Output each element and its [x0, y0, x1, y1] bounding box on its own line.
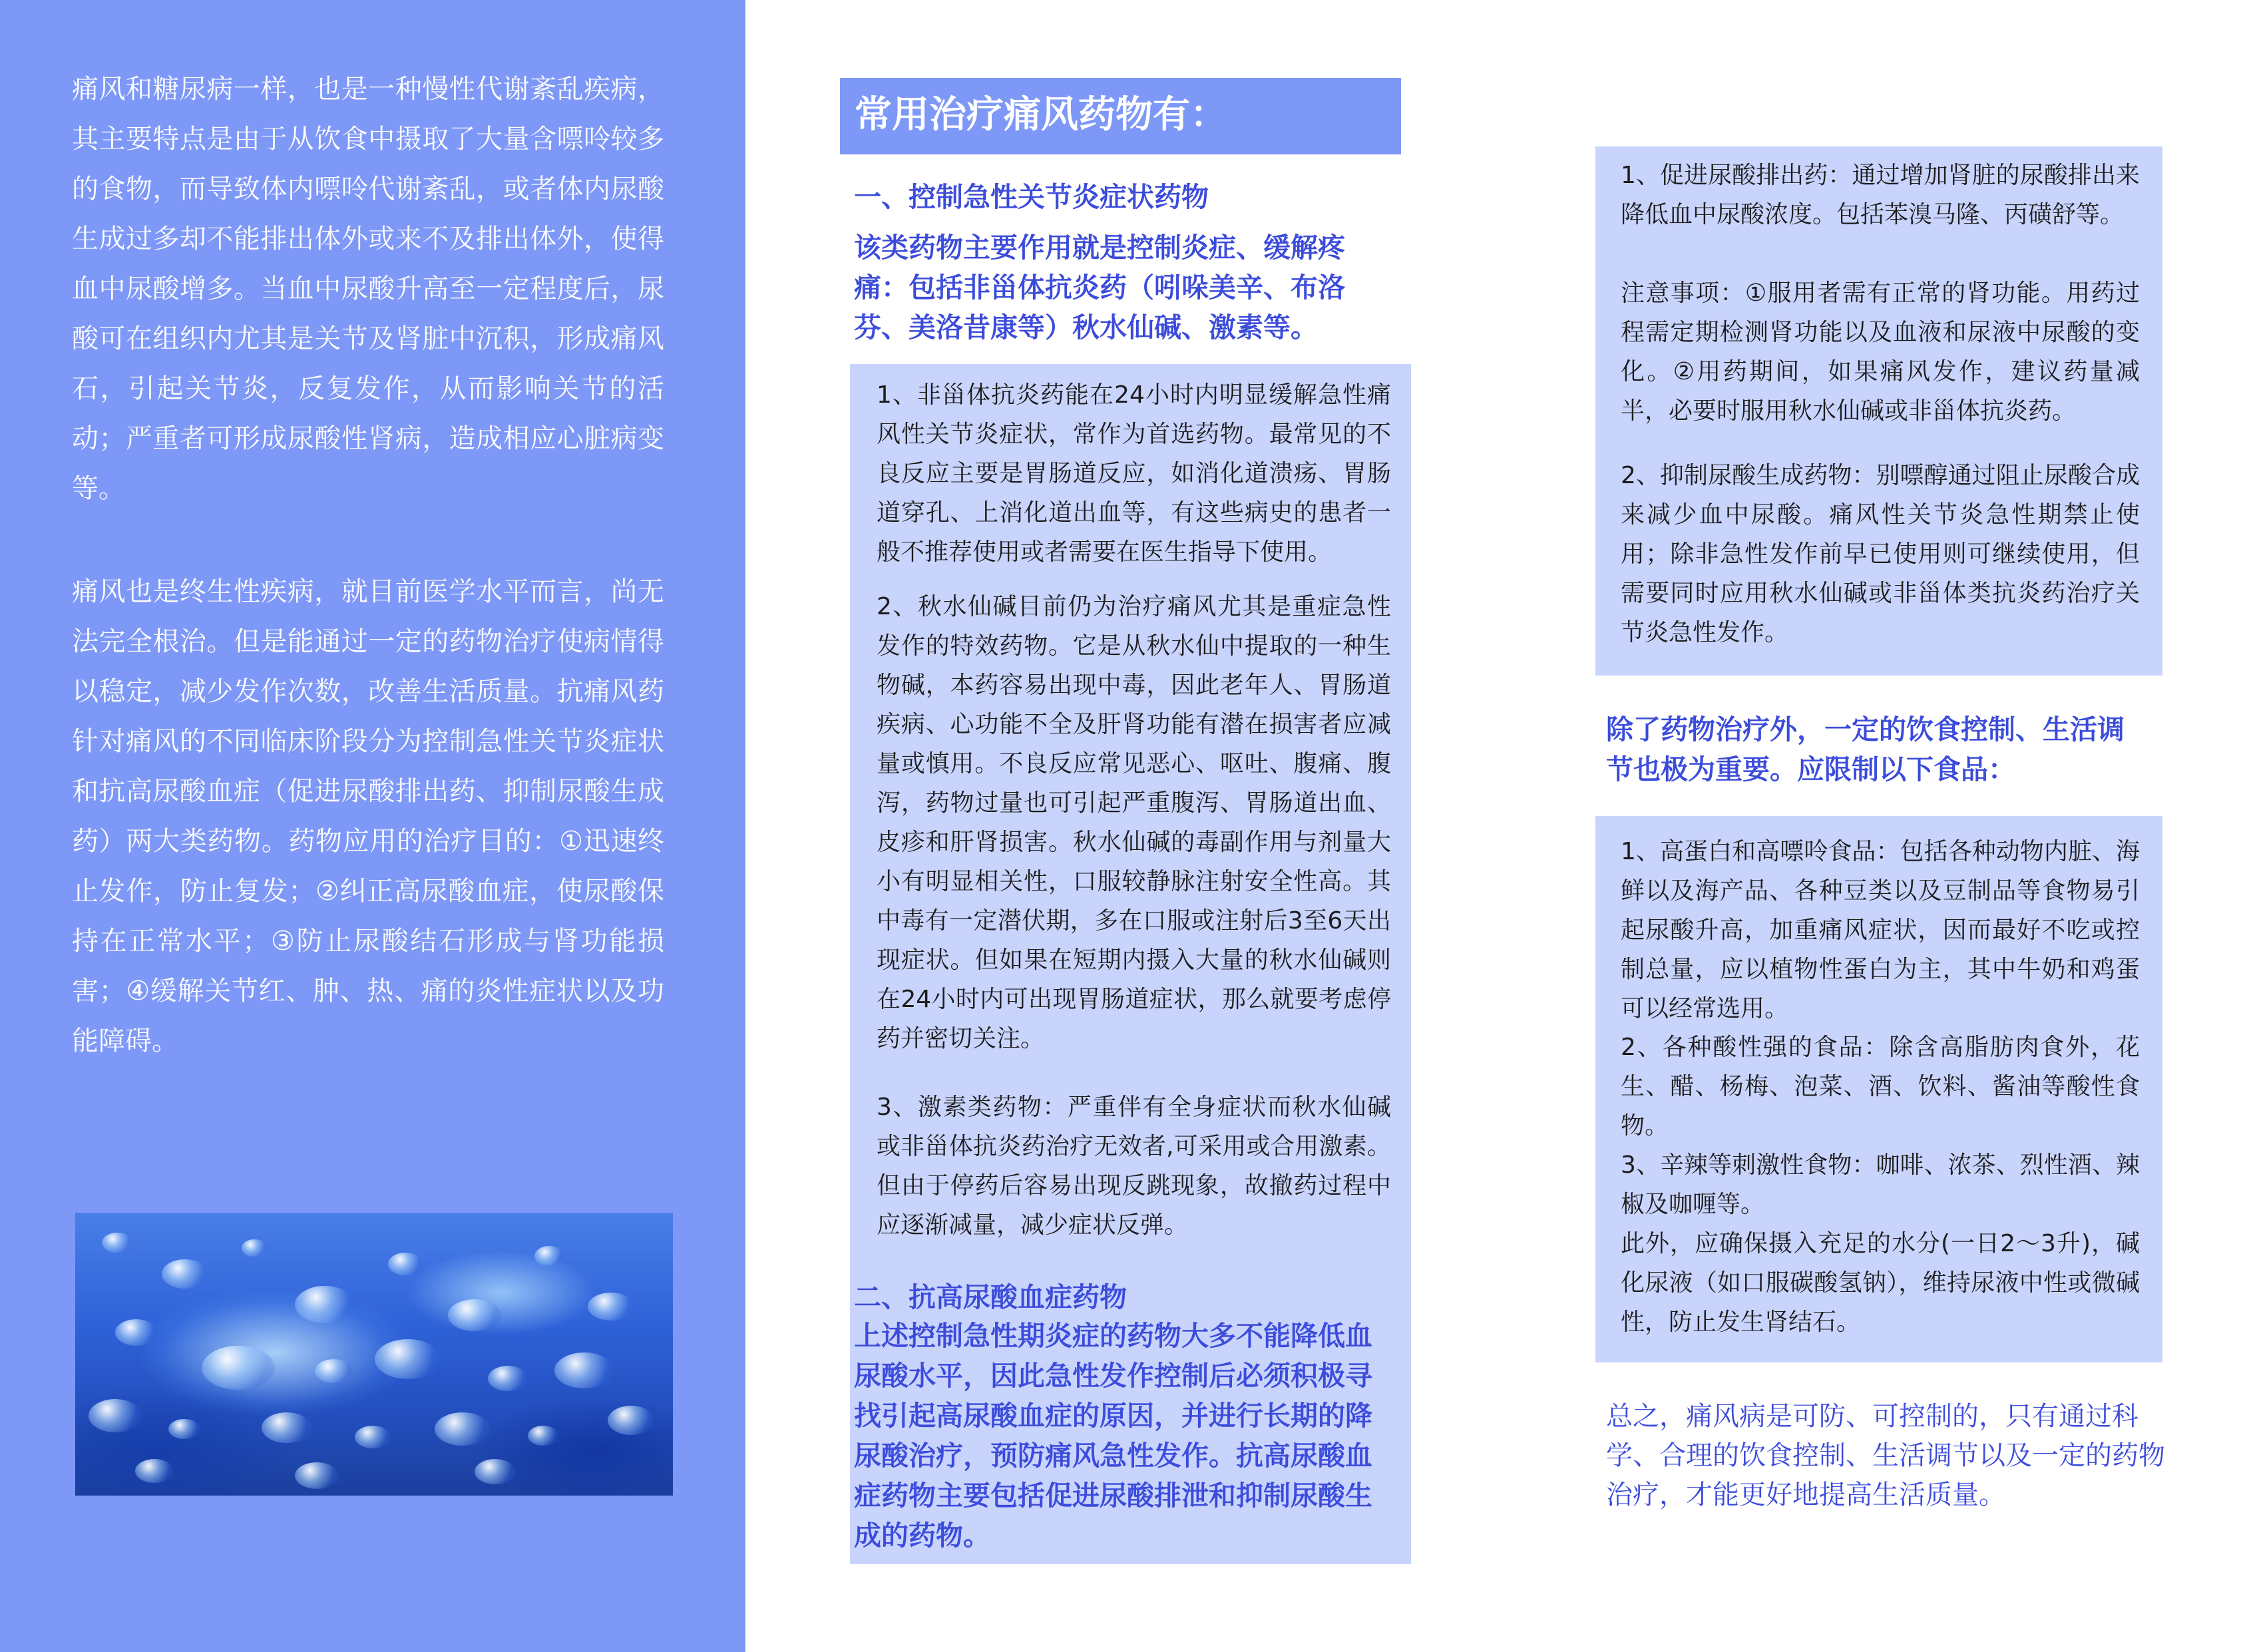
box-item-precautions: 注意事项：①服用者需有正常的肾功能。用药过程需定期检测肾功能以及血液和尿液中尿酸的变化。②用药期间，如果痛风发作，建议药量减半，必要时服用秋水仙碱或非甾体抗炎药。	[1621, 280, 2140, 425]
section1-intro: 该类药物主要作用就是控制炎症、缓解疼痛：包括非甾体抗炎药（吲哚美辛、布洛芬、美洛昔康等）秋水仙碱、激素等。	[854, 232, 1345, 343]
nsaid-colchicine-box	[850, 364, 1411, 1564]
diet-heading: 除了药物治疗外，一定的饮食控制、生活调节也极为重要。应限制以下食品：	[1606, 714, 2125, 785]
section2-text: 上述控制急性期炎症的药物大多不能降低血尿酸水平，因此急性发作控制后必须积极寻找引起高尿酸血症的原因，并进行长期的降尿酸治疗，预防痛风急性发作。抗高尿酸血症药物主要包括促进尿酸排泄和抑制尿酸生成的药物。	[854, 1320, 1372, 1551]
box-item-steroids: 3、激素类药物：严重伴有全身症状而秋水仙碱或非甾体抗炎药治疗无效者,可采用或合用激素。但由于停药后容易出现反跳现象，故撤药过程中应逐渐减量，减少症状反弹。	[877, 1094, 1391, 1239]
intro-paragraph: 痛风和糖尿病一样，也是一种慢性代谢紊乱疾病，其主要特点是由于从饮食中摄取了大量含嘌呤较多的食物，而导致体内嘌呤代谢紊乱，或者体内尿酸生成过多却不能排出体外或来不及排出体外，使得血中尿酸增多。当血中尿酸升高至一定程度后，尿酸可在组织内尤其是关节及肾脏中沉积，形成痛风石，引起关节炎，反复发作，从而影响关节的活动；严重者可形成尿酸性肾病，造成相应心脏病变等。	[72, 74, 664, 504]
section1-heading: 一、控制急性关节炎症状药物	[854, 181, 1209, 213]
box-item-uricosuric: 1、促进尿酸排出药：通过增加肾脏的尿酸排出来降低血中尿酸浓度。包括苯溴马隆、丙磺舒等。	[1621, 162, 2140, 228]
diet-item-acidic: 2、各种酸性强的食品：除含高脂肪肉食外，花生、醋、杨梅、泡菜、酒、饮料、酱油等酸性食物。	[1621, 1034, 2140, 1139]
diet-restrictions-box	[1595, 816, 2162, 1362]
box-item-nsaid: 1、非甾体抗炎药能在24小时内明显缓解急性痛风性关节炎症状，常作为首选药物。最常见的不良反应主要是胃肠道反应，如消化道溃疡、胃肠道穿孔、上消化道出血等，有这些病史的患者一般不推荐使用或者需要在医生指导下使用。	[877, 381, 1391, 566]
section2-heading: 二、抗高尿酸血症药物	[854, 1281, 1127, 1313]
box-item-allopurinol: 2、抑制尿酸生成药物：别嘌醇通过阻止尿酸合成来减少血中尿酸。痛风性关节炎急性期禁止使用；除非急性发作前早已使用则可继续使用，但需要同时应用秋水仙碱或非甾体类抗炎药治疗关节炎急性发作。	[1621, 462, 2140, 646]
diet-item-water: 此外，应确保摄入充足的水分(一日2～3升)，碱化尿液（如口服碳酸氢钠），维持尿液中性或微碱性，防止发生肾结石。	[1621, 1230, 2140, 1336]
left-panel	[0, 0, 745, 1652]
page-title: 常用治疗痛风药物有：	[855, 93, 1227, 136]
urate-drugs-box	[1595, 146, 2162, 676]
conclusion-text: 总之，痛风病是可防、可控制的，只有通过科学、合理的饮食控制、生活调节以及一定的药物治疗，才能更好地提高生活质量。	[1606, 1401, 2165, 1510]
diet-item-purine: 1、高蛋白和高嘌呤食品：包括各种动物内脏、海鲜以及海产品、各种豆类以及豆制品等食物易引起尿酸升高，加重痛风症状，因而最好不吃或控制总量，应以植物性蛋白为主，其中牛奶和鸡蛋可以经常选用。	[1621, 838, 2140, 1022]
title-banner	[840, 78, 1401, 154]
water-droplets-photo	[75, 1213, 673, 1496]
treatment-overview-paragraph: 痛风也是终生性疾病，就目前医学水平而言，尚无法完全根治。但是能通过一定的药物治疗使病情得以稳定，减少发作次数，改善生活质量。抗痛风药针对痛风的不同临床阶段分为控制急性关节炎症状和抗高尿酸血症（促进尿酸排出药、抑制尿酸生成药）两大类药物。药物应用的治疗目的：①迅速终止发作，防止复发；②纠正高尿酸血症，使尿酸保持在正常水平；③防止尿酸结石形成与肾功能损害；④缓解关节红、肿、热、痛的炎性症状以及功能障碍。	[72, 576, 664, 1056]
box-item-colchicine: 2、秋水仙碱目前仍为治疗痛风尤其是重症急性发作的特效药物。它是从秋水仙中提取的一种生物碱，本药容易出现中毒，因此老年人、胃肠道疾病、心功能不全及肝肾功能有潜在损害者应减量或慎用。不良反应常见恶心、呕吐、腹痛、腹泻，药物过量也可引起严重腹泻、胃肠道出血、皮疹和肝肾损害。秋水仙碱的毒副作用与剂量大小有明显相关性，口服较静脉注射安全性高。其中毒有一定潜伏期，多在口服或注射后3至6天出现症状。但如果在短期内摄入大量的秋水仙碱则在24小时内可出现胃肠道症状，那么就要考虑停药并密切关注。	[877, 593, 1391, 1052]
diet-item-spicy: 3、辛辣等刺激性食物：咖啡、浓茶、烈性酒、辣椒及咖喱等。	[1621, 1151, 2140, 1218]
